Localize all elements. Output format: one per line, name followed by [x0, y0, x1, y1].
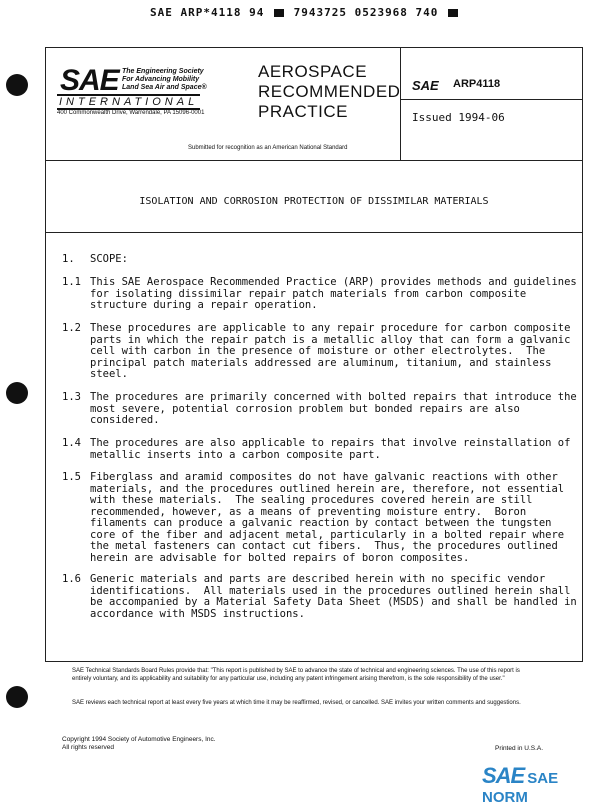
header-line-right: 7943725 0523968 740 — [293, 6, 439, 19]
copyright-line: All rights reserved — [62, 744, 115, 751]
barcode-block — [448, 9, 458, 17]
review-notice: SAE reviews each technical report at least every five years at which time it may be reaffirmed, revised, or cancelled. SAE invites your written comments and suggestions. — [72, 700, 521, 706]
board-rules-notice: SAE Technical Standards Board Rules provide that: "This report is published by SAE to advance the state of technical and engineering sciences. The use of this report is entirely voluntary, and its applicability and suitability for any particular use, including any patent infringement arising therefrom, is the sole responsibility of the user." — [72, 668, 520, 682]
document-type — [258, 62, 400, 122]
doctype-line: RECOMMENDED — [258, 82, 401, 101]
paragraph-text: Generic materials and parts are described herein with no specific vendor identifications. All materials used in the procedures outlined herein shall be accompanied by a Material Safety Data Sheet (MSDS) and shall be handled in accordance with MSDS instructions. — [90, 573, 577, 620]
tagline-line: Land Sea Air and Space® — [122, 84, 207, 91]
paragraph-number: 1.6 — [62, 573, 81, 585]
punch-hole — [6, 686, 28, 708]
doctype-line: PRACTICE — [258, 102, 348, 121]
sae-tagline — [122, 68, 207, 92]
watermark-logo: SAE — [482, 763, 525, 788]
copyright-notice — [62, 736, 216, 752]
sae-address: 400 Commonwealth Drive, Warrendale, PA 15096-0001 — [57, 110, 205, 116]
barcode-block — [274, 9, 284, 17]
paragraph-text: The procedures are primarily concerned with bolted repairs that introduce the most severe, potential corrosion problem but bonded repairs are also considered. — [90, 391, 577, 426]
section-heading: SCOPE: — [90, 253, 128, 265]
issue-date: Issued 1994-06 — [412, 111, 505, 124]
submitted-note: Submitted for recognition as an American National Standard — [188, 145, 348, 151]
paragraph-number: 1.1 — [62, 276, 81, 288]
header-line-left: SAE ARP*4118 94 — [150, 6, 265, 19]
trademark-mark: ® — [201, 84, 207, 91]
paragraph-text: This SAE Aerospace Recommended Practice (ARP) provides methods and guidelines for isolating dissimilar repair patch materials from carbon composite structure during a repair operation. — [90, 276, 577, 311]
sae-norm-watermark — [482, 763, 600, 807]
sae-logo: SAE — [60, 64, 119, 97]
paragraph-number: 1.2 — [62, 322, 81, 334]
section-number: 1. — [62, 253, 75, 265]
international-wordmark: INTERNATIONAL — [59, 96, 199, 108]
punch-hole — [6, 74, 28, 96]
paragraph-text: The procedures are also applicable to repairs that involve reinstallation of metallic inserts into a carbon composite part. — [90, 437, 571, 461]
paragraph-number: 1.5 — [62, 471, 81, 483]
watermark-text: SAE NORM — [482, 770, 559, 806]
tagline-line: The Engineering Society — [122, 68, 204, 75]
title-divider — [45, 232, 583, 233]
header-divider — [45, 160, 583, 161]
paragraph-text: Fiberglass and aramid composites do not have galvanic reactions with other materials, and the procedures outlined herein are, therefore, not essential with these materials. The sealing procedures covered herein are still recommended, however, as a means of preventing moisture entry. Boron filaments can produce a galvanic reaction by contact between the tungsten core of the fiber and adjacent metal, particularly in a bolted repair where the metal fasteners can contact cut fibers. Thus, the procedures outlined herein are advisable for bolted repairs of boron composites. — [90, 471, 565, 564]
copyright-line: Copyright 1994 Society of Automotive Engineers, Inc. — [62, 736, 216, 743]
sae-org-mark: SAE — [412, 78, 439, 93]
tagline-line: For Advancing Mobility — [122, 76, 200, 83]
printed-location: Printed in U.S.A. — [495, 745, 544, 752]
document-title: ISOLATION AND CORROSION PROTECTION OF DISSIMILAR MATERIALS — [139, 196, 489, 207]
paragraph-text: These procedures are applicable to any repair procedure for carbon composite parts in which the repair patch is a metallic alloy that can form a galvanic cell with carbon in the presence of moisture or other electrolytes. The principal patch materials addressed are aluminum, titanium, and stainless steel. — [90, 322, 571, 380]
paragraph-number: 1.4 — [62, 437, 81, 449]
punch-hole — [6, 382, 28, 404]
docid-divider — [400, 99, 583, 100]
paragraph-number: 1.3 — [62, 391, 81, 403]
doctype-line: AEROSPACE — [258, 62, 368, 81]
header-identification-line — [150, 6, 460, 19]
document-number: ARP4118 — [453, 78, 501, 90]
